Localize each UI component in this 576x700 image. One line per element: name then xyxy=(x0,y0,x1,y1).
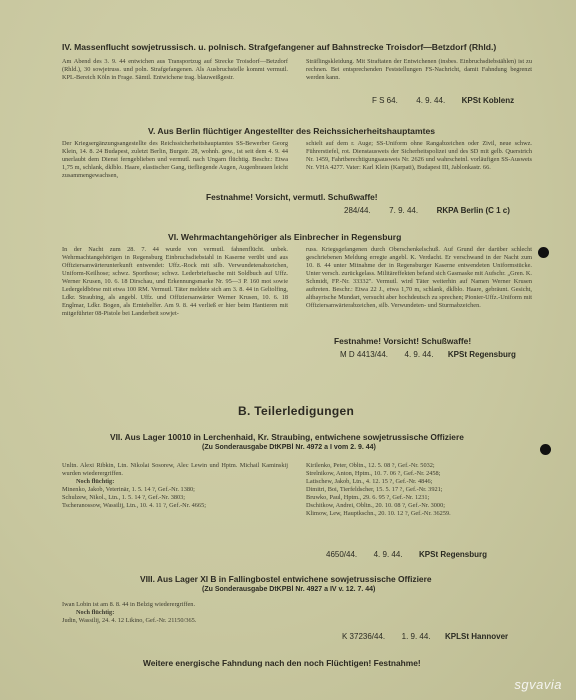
section-6-right-text xyxy=(306,246,532,332)
reference-office: KPSt Koblenz xyxy=(461,96,515,105)
section-5-left-text xyxy=(62,140,288,190)
section-7-right-entry: Klimow, Lew, Hauptkschn., 20. 10. 12 ?, Gef.-Nr. 36259. xyxy=(306,510,451,517)
reference-date: 4. 9. 44. xyxy=(416,96,446,105)
section-8-reference xyxy=(342,632,508,641)
section-8-text xyxy=(62,601,322,631)
section-8-still-fleeing-label: Noch flüchtig: xyxy=(76,609,115,616)
punch-hole-bottom xyxy=(540,444,551,455)
section-7-subtitle: (Zu Sonderausgabe DtKPBl Nr. 4972 a I vom 2. 9. 44) xyxy=(202,444,376,451)
section-7-title: VII. Aus Lager 10010 in Lerchenhaid, Kr. Straubing, entwichene sowjetrussische Offiziere xyxy=(110,432,464,442)
reference-date: 4. 9. 44. xyxy=(404,350,434,359)
section-8-intro: Iwan Lobin ist am 8. 8. 44 in Belzig wiederergriffen. xyxy=(62,601,196,608)
section-7-left-entry: Tscheranossow, Wassilij, Ltn., 10. 4. 11 ?, Gef.-Nr. 4665; xyxy=(62,502,206,509)
reference-number: M D 4413/44. xyxy=(340,350,389,359)
reference-office: RKPA Berlin (C 1 c) xyxy=(436,206,510,215)
section-7-intro: Unltn. Alexi Ribkin, Ltn. Nikolai Sosorew, Alec Lewin und Hptm. Michail Kaminskij wurden wiederergriffen. xyxy=(62,462,288,477)
section-7-right-entry: Strelnikow, Anton, Hptm., 10. 7. 06 ?, Gef.-Nr. 2458; xyxy=(306,470,441,477)
section-5-title: V. Aus Berlin flüchtiger Angestellter des Reichssicherheitshauptamtes xyxy=(148,126,436,136)
reference-number: F S 64. xyxy=(372,96,398,105)
section-8-entry: Judin, Wassilij, 24. 4. 12 Likino, Gef.-Nr. 21150/365. xyxy=(62,617,197,624)
section-7-right-entry: Kirilenko, Peter, Obltn., 12. 5. 08 ?, Gef.-Nr. 5032; xyxy=(306,462,435,469)
punch-hole-top xyxy=(538,247,549,258)
section-7-right-entry: Latischew, Jakob, Ltn., 4. 12. 15 ?, Gef.-Nr. 4846; xyxy=(306,478,433,485)
section-7-reference xyxy=(326,550,487,559)
section-6-right-paragraph: russ. Kriegsgefangenen durch Oberschenkelschuß. Auf Grund der darüber schlecht geschriebenen Meldung erregte angebl. K. Verdacht. Er verschwand in der Nacht zum 10. 8. 44 unter Mitnahme der in Regensburger Kaserne entwendeten Uniformstücke. Unter versch. zurückgelass. Militäreffekten befand sich Gasmaske mit Aufschr. „Gren. K. Schmidt, FP.-Nr. 33332". Vermutl. wird Täter weiterhin auf Namen Werner Krusen auftreten. Beschr.: Etwa 22 J., etwa 1,70 m, schlank, dklblo. Haare, gebräunt. Gesicht, altbayrische Mundart, versucht aber hochdeutsch zu sprechen; Pionier-Uffz.-Uniform mit Offiziersanwärterabzeichen, silb. Verwundeten- und Sturmabzeichen. xyxy=(306,246,532,309)
section-6-warning: Festnahme! Vorsicht! Schußwaffe! xyxy=(334,336,472,346)
section-6-title: VI. Wehrmachtangehöriger als Einbrecher in Regensburg xyxy=(168,232,402,242)
section-7-right-entry: Dimitri, Boi, Tierfeldscher, 15. 5. 17 ?, Gef.-Nr. 3921; xyxy=(306,486,443,493)
section-7-left-text xyxy=(62,462,288,546)
section-4-left-text xyxy=(62,58,288,92)
reference-office: KPLSt Hannover xyxy=(445,632,509,641)
reference-number: K 37236/44. xyxy=(342,632,386,641)
section-7-left-entry: Minenko, Jakob, Veterinär, 1. 5. 14 ?, Gef.-Nr. 1380; xyxy=(62,486,195,493)
section-5-reference xyxy=(344,206,510,215)
section-7-still-fleeing-label: Noch flüchtig: xyxy=(76,478,115,485)
section-6-left-paragraph: In der Nacht zum 28. 7. 44 wurde von vermutl. fahnenflücht. unbek. Wehrmachtangehörigen in Regensburg Einbruchsdiebstahl in Kaserne verübt und aus Offiziersanwärterunterkunft entwendet: Uffz.-Rock mit silb. Verwundetenabzeichen, Uniform-Keilhose; schwz. Sporthose; schwz. Lederbrieftasche mit Soldbuch auf Uffz. Werner Krusen, 10. 6. 18 Dirschau, und Erkennungsmarke Nr. 95—3 P. 160 mot sowie Ledergeldbörse mit etwa 100 RM. Vermutl. Täter meldete sich am 3. 8. 44 in Geltolfing, Ldkr. Straubing, als angebl. Uffz. und Offiziersanwärter Werner Krusen, 10. 6. 18 Englmar, Ldkr. Bogen, als Erntehelfer. Am 9. 8. 44 verließ er hier beim Hantieren mit mitgeführter 08-Pistole bei Landerbeit sowjet- xyxy=(62,246,288,317)
section-4-right-text xyxy=(306,58,532,92)
section-8-title: VIII. Aus Lager XI B in Fallingbostel entwichene sowjetrussische Offiziere xyxy=(140,574,432,584)
watermark: sgvavia xyxy=(514,677,562,692)
section-5-left-paragraph: Der Kriegsergänzungsangestellte des Reichssicherheitshauptamtes SS-Bewerber Georg Klein, 14. 8. 24 Budapest, zuletzt Berlin, Burgstr. 28, wohnh. gew., ist seit dem 4. 9. 44 unerlaubt dem Dienst ferngeblieben und vermutl. nach Ungarn flüchtig. Beschr.: Etwa 1,75 m, schlank, dklblo. Haare, elastischer Gang, tiefliegende Augen, Augenbrauen leicht zusammengewachsen, xyxy=(62,140,288,179)
section-6-left-text xyxy=(62,246,288,342)
reference-number: 284/44. xyxy=(344,206,371,215)
reference-date: 1. 9. 44. xyxy=(401,632,431,641)
reference-office: KPSt Regensburg xyxy=(447,350,516,359)
section-6-reference xyxy=(340,350,516,359)
part-b-title: B. Teilerledigungen xyxy=(238,404,355,418)
section-7-left-entry: Schulzew, Nikol., Ltn., 1. 5. 14 ?, Gef.-Nr. 3803; xyxy=(62,494,186,501)
reference-office: KPSt Regensburg xyxy=(419,550,488,559)
section-7-right-entry: Bruwko, Paul, Hptm., 29. 6. 95 ?, Gef.-Nr. 1231; xyxy=(306,494,430,501)
section-4-right-paragraph: Sträflingskleidung. Mit Straftaten der Entwichenen (insbes. Einbruchsdiebstählen) ist zu rechnen. Bei entsprechenden Feststellungen FS-Nachricht, damit Fahndung begrenzt werden kann. xyxy=(306,58,532,81)
section-4-reference xyxy=(372,96,514,105)
section-8-subtitle: (Zu Sonderausgabe DtKPBl Nr. 4927 a IV v. 12. 7. 44) xyxy=(202,586,376,593)
section-7-right-entry: Dschitkow, Andrei, Obltn., 20. 10. 08 ?, Gef.-Nr. 3000; xyxy=(306,502,445,509)
section-4-left-paragraph: Am Abend des 3. 9. 44 entwichen aus Transportzug auf Strecke Troisdorf—Betzdorf (Rhld.), 30 sowjetruss. und poln. Strafgefangenen. Als Ausbruchstelle kommt vermutl. KPL-Bereich Köln in Frage. Sämtl. Entwichene trag. blauweißgestr. xyxy=(62,58,288,81)
closing-appeal: Weitere energische Fahndung nach den noch Flüchtigen! Festnahme! xyxy=(143,658,421,668)
section-5-right-text xyxy=(306,140,532,190)
reference-number: 4650/44. xyxy=(326,550,358,559)
section-5-warning: Festnahme! Vorsicht, vermutl. Schußwaffe! xyxy=(206,192,378,202)
section-5-right-paragraph: schielt auf dem r. Auge; SS-Uniform ohne Rangabzeichen oder Zivil, neue schwz. Führerstiefel, rot. Dienstausweis der Sicherheitspolizei und des SD mit gelb. Querstrich Nr. 1459, Fahrtberechtigungsausweis Nr. 2626 und wahrscheinl. vorläufigen SS-Ausweis Nr. VHA 4277. Vater: Karl Klein (Karpati), Budapest III, Jablonkastr. 66. xyxy=(306,140,532,171)
reference-date: 4. 9. 44. xyxy=(373,550,403,559)
section-4-title: IV. Massenflucht sowjetrussisch. u. polnisch. Strafgefangener auf Bahnstrecke Troisdorf—Betzdorf (Rhld.) xyxy=(62,42,497,52)
section-7-right-text xyxy=(306,462,536,546)
reference-date: 7. 9. 44. xyxy=(389,206,419,215)
